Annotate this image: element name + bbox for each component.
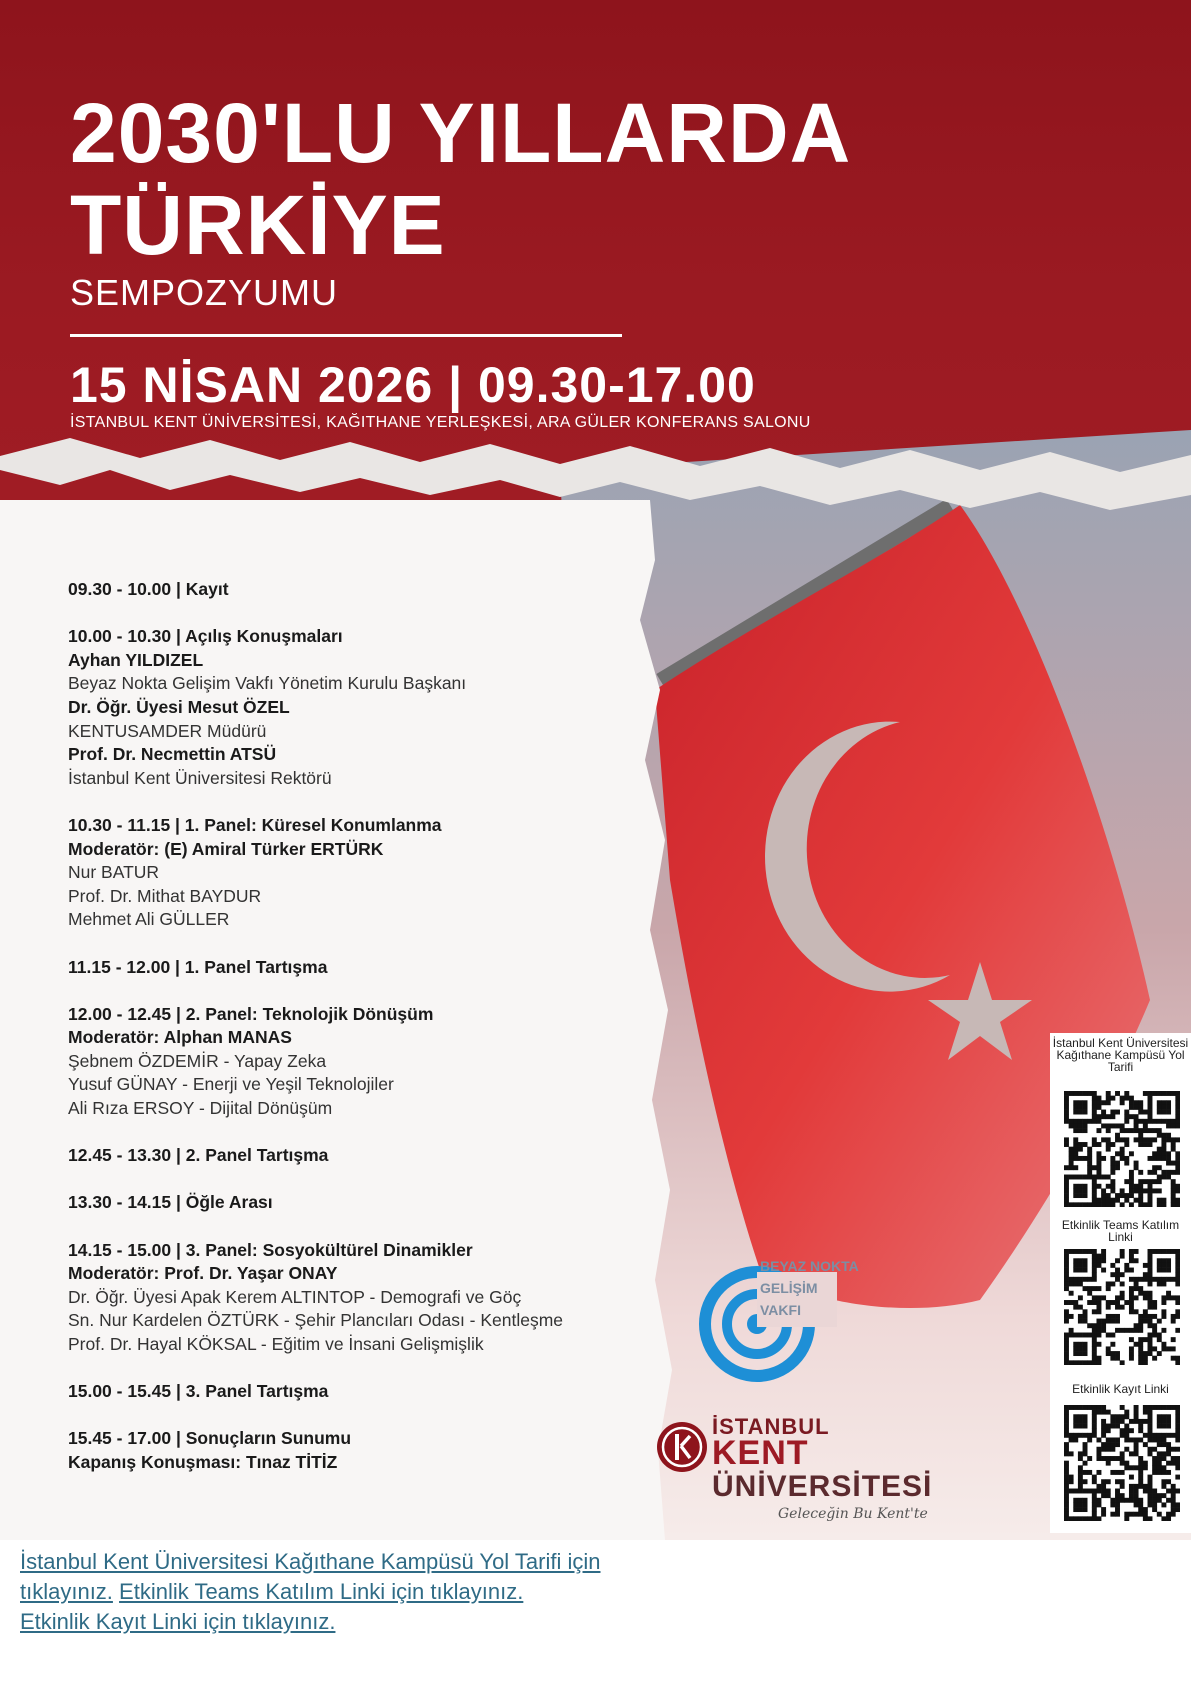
beyaz-nokta-name: BEYAZ NOKTA	[760, 1258, 859, 1274]
schedule-detail: Prof. Dr. Hayal KÖKSAL - Eğitim ve İnsani Gelişmişlik	[68, 1334, 484, 1354]
schedule-detail: Mehmet Ali GÜLLER	[68, 909, 230, 930]
schedule-detail: İstanbul Kent Üniversitesi Rektörü	[68, 767, 332, 788]
qr-code-teams[interactable]	[1064, 1249, 1180, 1365]
schedule-detail: KENTUSAMDER Müdürü	[68, 720, 267, 741]
schedule-detail: Sn. Nur Kardelen ÖZTÜRK - Şehir Plancıları Odası - Kentleşme	[68, 1310, 564, 1331]
qr-code-registration[interactable]	[1064, 1405, 1180, 1521]
schedule-detail: Şebnem ÖZDEMİR - Yapay Zeka	[68, 1050, 327, 1071]
schedule-speaker: Moderatör: (E) Amiral Türker ERTÜRK	[68, 838, 384, 859]
schedule-spacer	[68, 602, 668, 626]
kent-logo-istanbul: İSTANBUL	[712, 1414, 830, 1439]
schedule-spacer	[68, 932, 668, 956]
schedule-session: 10.00 - 10.30 | Açılış Konuşmaları	[68, 626, 343, 647]
link-paragraph	[20, 1547, 620, 1637]
schedule-spacer	[68, 1357, 668, 1381]
qr-caption-registration: Etkinlik Kayıt Linki	[1072, 1382, 1169, 1396]
schedule-session: 09.30 - 10.00 | Kayıt	[68, 579, 229, 599]
schedule-detail: Beyaz Nokta Gelişim Vakfı Yönetim Kurulu Başkanı	[68, 673, 467, 694]
schedule-session: 12.00 - 12.45 | 2. Panel: Teknolojik Dönüşüm	[68, 1003, 434, 1024]
qr-code-directions[interactable]	[1064, 1091, 1180, 1207]
schedule-detail: Prof. Dr. Mithat BAYDUR	[68, 885, 262, 906]
qr-caption-directions: İstanbul Kent Üniversitesi Kağıthane Kampüsü Yol Tarifi	[1052, 1036, 1189, 1074]
schedule-speaker: Moderatör: Prof. Dr. Yaşar ONAY	[68, 1263, 338, 1284]
kent-logo-motto: Geleceğin Bu Kent'te	[778, 1506, 928, 1522]
kent-logo-universitesi: ÜNİVERSİTESİ	[712, 1470, 933, 1503]
title-divider	[70, 334, 622, 337]
schedule-speaker: Ayhan YILDIZEL	[68, 649, 204, 670]
teams-link[interactable]: Etkinlik Teams Katılım Linki için tıklayınız.	[119, 1579, 524, 1604]
schedule-session: 15.45 - 17.00 | Sonuçların Sunumu	[68, 1428, 352, 1449]
schedule-speaker: Dr. Öğr. Üyesi Mesut ÖZEL	[68, 696, 290, 717]
schedule-detail: Dr. Öğr. Üyesi Apak Kerem ALTINTOP - Demografi ve Göç	[68, 1286, 522, 1307]
schedule-spacer	[68, 1404, 668, 1428]
schedule-speaker: Kapanış Konuşması: Tınaz TİTİZ	[68, 1451, 338, 1472]
event-datetime: 15 NİSAN 2026 | 09.30-17.00	[70, 357, 756, 413]
event-title-line2: TÜRKİYE	[70, 178, 446, 272]
qr-code-panel	[1050, 1033, 1191, 1533]
beyaz-nokta-vakfi: VAKFI	[760, 1302, 801, 1318]
schedule-speaker: Moderatör: Alphan MANAS	[68, 1027, 292, 1048]
schedule-session: 10.30 - 11.15 | 1. Panel: Küresel Konumlanma	[68, 814, 442, 835]
schedule-session: 15.00 - 15.45 | 3. Panel Tartışma	[68, 1381, 329, 1402]
program-schedule	[68, 578, 668, 1475]
schedule-detail: Yusuf GÜNAY - Enerji ve Yeşil Teknolojiler	[68, 1074, 394, 1095]
registration-link[interactable]: Etkinlik Kayıt Linki için tıklayınız.	[20, 1609, 336, 1634]
schedule-spacer	[68, 979, 668, 1003]
event-venue: İSTANBUL KENT ÜNİVERSİTESİ, KAĞITHANE YERLEŞKESİ, ARA GÜLER KONFERANS SALONU	[70, 414, 811, 431]
beyaz-nokta-gelisim: GELİŞİM	[760, 1280, 818, 1296]
schedule-spacer	[68, 1215, 668, 1239]
schedule-spacer	[68, 790, 668, 814]
schedule-session: 13.30 - 14.15 | Öğle Arası	[68, 1192, 273, 1213]
qr-caption-teams: Etkinlik Teams Katılım Linki	[1061, 1218, 1180, 1244]
schedule-detail: Nur BATUR	[68, 862, 160, 883]
schedule-session: 12.45 - 13.30 | 2. Panel Tartışma	[68, 1145, 329, 1166]
event-subtitle: SEMPOZYUMU	[70, 272, 339, 313]
schedule-spacer	[68, 1121, 668, 1145]
schedule-session: 11.15 - 12.00 | 1. Panel Tartışma	[68, 956, 328, 977]
schedule-detail: Ali Rıza ERSOY - Dijital Dönüşüm	[68, 1098, 333, 1119]
schedule-speaker: Prof. Dr. Necmettin ATSÜ	[68, 744, 277, 765]
event-title-line1: 2030'LU YILLARDA	[70, 86, 852, 180]
directions-link[interactable]: İstanbul Kent Üniversitesi Kağıthane Kampüsü Yol Tarifi için tıklayınız.	[20, 1549, 601, 1604]
beyaz-nokta-text	[760, 1255, 859, 1321]
kent-logo-kent: KENT	[712, 1434, 809, 1472]
schedule-spacer	[68, 1168, 668, 1192]
schedule-session: 14.15 - 15.00 | 3. Panel: Sosyokültürel Dinamikler	[68, 1239, 473, 1260]
